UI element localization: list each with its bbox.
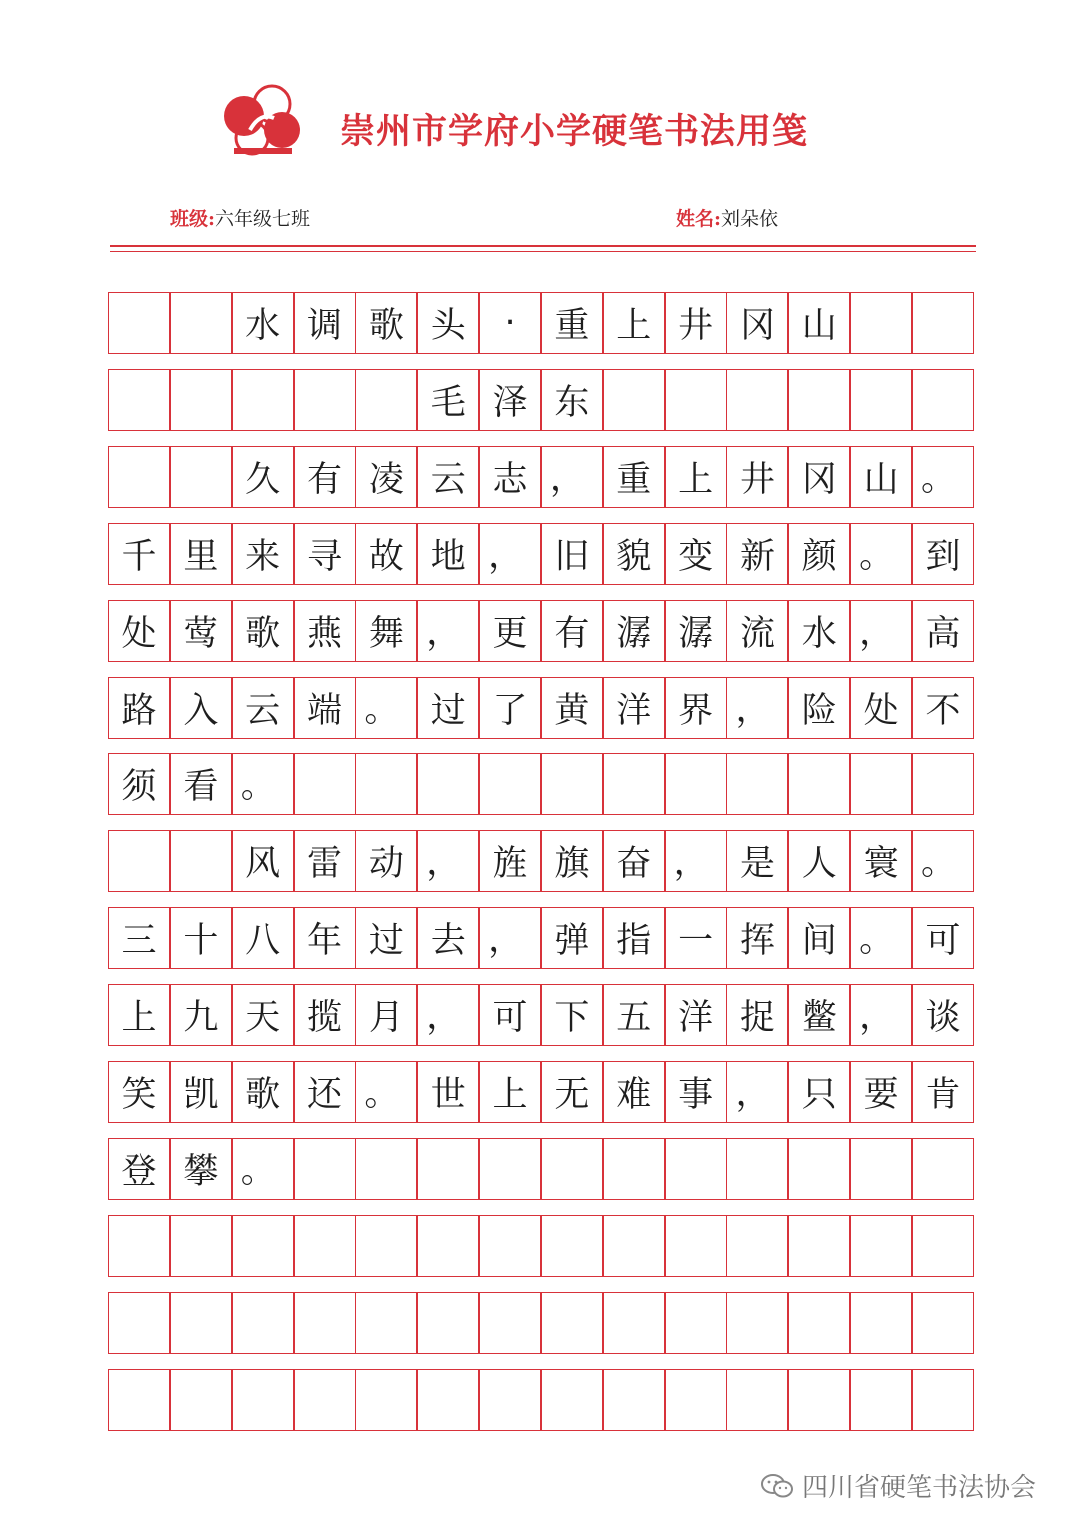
class-info (170, 204, 310, 231)
grid-row (108, 1138, 974, 1200)
grid-cell: 寻 (294, 523, 356, 585)
grid-cell: 故 (355, 523, 417, 585)
grid-cell: ， (541, 446, 603, 508)
grid-cell: 谈 (912, 984, 974, 1046)
grid-row (108, 677, 974, 739)
grid-cell (603, 753, 665, 815)
grid-cell: 变 (665, 523, 727, 585)
grid-cell: 云 (417, 446, 479, 508)
grid-cell (665, 1215, 727, 1277)
grid-cell (788, 1215, 850, 1277)
grid-cell: 登 (108, 1138, 170, 1200)
grid-cell: 世 (417, 1061, 479, 1123)
grid-cell (726, 1215, 788, 1277)
grid-cell: ， (417, 830, 479, 892)
grid-cell: 冈 (788, 446, 850, 508)
grid-cell (355, 753, 417, 815)
grid-cell (355, 369, 417, 431)
grid-cell (912, 1369, 974, 1431)
grid-cell (417, 753, 479, 815)
grid-cell: 揽 (294, 984, 356, 1046)
grid-cell: 。 (850, 907, 912, 969)
page-title: 崇州市学府小学硬笔书法用笺 (340, 111, 809, 152)
grid-cell: 不 (912, 677, 974, 739)
grid-cell: 端 (294, 677, 356, 739)
grid-cell: 弹 (541, 907, 603, 969)
grid-cell (417, 1292, 479, 1354)
grid-cell: 毛 (417, 369, 479, 431)
grid-row (108, 523, 974, 585)
grid-cell: 过 (355, 907, 417, 969)
grid-cell: 一 (665, 907, 727, 969)
header-divider-thin (110, 251, 976, 252)
grid-cell: 处 (108, 600, 170, 662)
grid-cell: 头 (417, 292, 479, 354)
grid-cell: 。 (912, 830, 974, 892)
grid-cell (170, 369, 232, 431)
grid-cell: 奋 (603, 830, 665, 892)
grid-cell: 了 (479, 677, 541, 739)
grid-cell (726, 1138, 788, 1200)
grid-cell: 指 (603, 907, 665, 969)
grid-cell: 肯 (912, 1061, 974, 1123)
grid-cell (479, 1292, 541, 1354)
grid-cell: 上 (479, 1061, 541, 1123)
grid-cell: 调 (294, 292, 356, 354)
grid-cell: 无 (541, 1061, 603, 1123)
grid-cell: 高 (912, 600, 974, 662)
grid-cell: 井 (665, 292, 727, 354)
grid-cell: 难 (603, 1061, 665, 1123)
grid-row (108, 1369, 974, 1431)
grid-cell (912, 753, 974, 815)
grid-cell: 东 (541, 369, 603, 431)
grid-cell: ， (479, 523, 541, 585)
grid-cell (294, 1215, 356, 1277)
grid-cell: 人 (788, 830, 850, 892)
grid-cell (912, 292, 974, 354)
grid-cell: ， (417, 600, 479, 662)
grid-cell: 潺 (665, 600, 727, 662)
grid-cell: 界 (665, 677, 727, 739)
grid-cell (170, 1369, 232, 1431)
grid-row (108, 1061, 974, 1123)
grid-cell (232, 1369, 294, 1431)
grid-cell: 上 (665, 446, 727, 508)
grid-cell (541, 1292, 603, 1354)
grid-row (108, 600, 974, 662)
grid-cell (788, 1138, 850, 1200)
grid-cell: 捉 (726, 984, 788, 1046)
grid-cell (726, 1292, 788, 1354)
grid-cell: 舞 (355, 600, 417, 662)
grid-cell (417, 1369, 479, 1431)
grid-cell (170, 446, 232, 508)
grid-cell (294, 1292, 356, 1354)
grid-cell: 旧 (541, 523, 603, 585)
grid-cell (232, 1215, 294, 1277)
grid-cell (541, 1369, 603, 1431)
grid-cell: 可 (479, 984, 541, 1046)
grid-cell: ， (417, 984, 479, 1046)
grid-cell: 。 (912, 446, 974, 508)
grid-cell: 旗 (541, 830, 603, 892)
grid-cell (294, 369, 356, 431)
grid-cell: ， (726, 677, 788, 739)
grid-cell: 冈 (726, 292, 788, 354)
grid-cell: 水 (232, 292, 294, 354)
grid-cell (355, 1369, 417, 1431)
school-logo-icon (222, 82, 304, 160)
grid-row (108, 984, 974, 1046)
grid-cell (355, 1292, 417, 1354)
grid-cell (108, 1369, 170, 1431)
grid-cell (665, 369, 727, 431)
grid-cell: 云 (232, 677, 294, 739)
grid-cell: 还 (294, 1061, 356, 1123)
grid-cell (108, 1292, 170, 1354)
grid-cell: 。 (355, 677, 417, 739)
grid-cell: 年 (294, 907, 356, 969)
grid-cell: 旌 (479, 830, 541, 892)
grid-cell: 天 (232, 984, 294, 1046)
grid-cell: 攀 (170, 1138, 232, 1200)
class-value: 六年级七班 (215, 208, 311, 230)
grid-cell: 。 (232, 1138, 294, 1200)
grid-cell: 更 (479, 600, 541, 662)
grid-cell (912, 1215, 974, 1277)
grid-cell (232, 369, 294, 431)
grid-cell: 过 (417, 677, 479, 739)
grid-cell (479, 1369, 541, 1431)
grid-cell: 上 (108, 984, 170, 1046)
grid-cell: 事 (665, 1061, 727, 1123)
grid-cell: 洋 (665, 984, 727, 1046)
grid-cell (541, 753, 603, 815)
grid-cell: 黄 (541, 677, 603, 739)
grid-row (108, 369, 974, 431)
grid-cell (726, 369, 788, 431)
grid-cell (665, 1292, 727, 1354)
grid-cell (603, 1215, 665, 1277)
grid-cell (850, 753, 912, 815)
grid-cell (355, 1138, 417, 1200)
grid-row (108, 907, 974, 969)
class-label: 班级: (170, 208, 216, 230)
header-divider (110, 245, 976, 247)
grid-cell (850, 1369, 912, 1431)
grid-cell: 处 (850, 677, 912, 739)
grid-row (108, 1292, 974, 1354)
grid-cell: 挥 (726, 907, 788, 969)
grid-cell (479, 753, 541, 815)
grid-cell (108, 446, 170, 508)
grid-cell: 看 (170, 753, 232, 815)
grid-cell: 。 (850, 523, 912, 585)
grid-cell (665, 753, 727, 815)
grid-cell: 风 (232, 830, 294, 892)
grid-cell (294, 1369, 356, 1431)
grid-cell: 上 (603, 292, 665, 354)
grid-cell: 久 (232, 446, 294, 508)
grid-cell (603, 1292, 665, 1354)
grid-cell: 水 (788, 600, 850, 662)
grid-cell: 歌 (232, 600, 294, 662)
grid-cell (788, 369, 850, 431)
grid-cell: 雷 (294, 830, 356, 892)
grid-cell (788, 753, 850, 815)
grid-cell: 月 (355, 984, 417, 1046)
grid-cell (912, 369, 974, 431)
grid-cell: 来 (232, 523, 294, 585)
grid-cell (850, 369, 912, 431)
grid-cell: ， (665, 830, 727, 892)
grid-cell: 须 (108, 753, 170, 815)
grid-cell (417, 1215, 479, 1277)
grid-cell (170, 292, 232, 354)
grid-cell: 山 (788, 292, 850, 354)
grid-cell: 志 (479, 446, 541, 508)
grid-cell (603, 1369, 665, 1431)
grid-cell: 有 (541, 600, 603, 662)
grid-cell: 千 (108, 523, 170, 585)
grid-cell (665, 1138, 727, 1200)
grid-cell (108, 369, 170, 431)
grid-row (108, 292, 974, 354)
grid-row (108, 753, 974, 815)
grid-cell: 十 (170, 907, 232, 969)
grid-cell (294, 753, 356, 815)
grid-cell (479, 1215, 541, 1277)
grid-cell: 三 (108, 907, 170, 969)
grid-cell: 新 (726, 523, 788, 585)
grid-cell: 。 (355, 1061, 417, 1123)
grid-cell (541, 1215, 603, 1277)
grid-cell: 凌 (355, 446, 417, 508)
grid-cell (726, 753, 788, 815)
grid-row (108, 446, 974, 508)
grid-cell: 动 (355, 830, 417, 892)
grid-cell: 寰 (850, 830, 912, 892)
grid-cell: 流 (726, 600, 788, 662)
grid-cell: 九 (170, 984, 232, 1046)
grid-cell (665, 1369, 727, 1431)
footer-text: 四川省硬笔书法协会 (802, 1473, 1037, 1503)
grid-cell (726, 1369, 788, 1431)
grid-cell: 入 (170, 677, 232, 739)
grid-cell (850, 1292, 912, 1354)
grid-cell: 潺 (603, 600, 665, 662)
grid-cell: 五 (603, 984, 665, 1046)
grid-cell (355, 1215, 417, 1277)
grid-cell: 可 (912, 907, 974, 969)
grid-cell (417, 1138, 479, 1200)
grid-cell (850, 1138, 912, 1200)
grid-cell (603, 1138, 665, 1200)
grid-cell: 有 (294, 446, 356, 508)
grid-cell (788, 1292, 850, 1354)
grid-cell (170, 1292, 232, 1354)
grid-cell (108, 292, 170, 354)
grid-cell (170, 830, 232, 892)
grid-row (108, 830, 974, 892)
grid-cell (232, 1292, 294, 1354)
grid-cell (294, 1138, 356, 1200)
name-label: 姓名: (676, 208, 722, 230)
grid-cell: 莺 (170, 600, 232, 662)
grid-cell: 八 (232, 907, 294, 969)
grid-cell (108, 830, 170, 892)
grid-cell (541, 1138, 603, 1200)
name-info (676, 204, 778, 231)
grid-cell (912, 1138, 974, 1200)
grid-cell: 颜 (788, 523, 850, 585)
grid-cell: 。 (232, 753, 294, 815)
grid-cell: 山 (850, 446, 912, 508)
grid-cell (170, 1215, 232, 1277)
grid-cell: 重 (603, 446, 665, 508)
grid-cell: 去 (417, 907, 479, 969)
grid-cell: 间 (788, 907, 850, 969)
name-value: 刘朵依 (721, 208, 779, 230)
grid-cell: 井 (726, 446, 788, 508)
grid-cell: 洋 (603, 677, 665, 739)
footer-watermark (760, 1467, 1036, 1504)
grid-cell: 歌 (355, 292, 417, 354)
wechat-icon (760, 1472, 794, 1500)
grid-cell: 凯 (170, 1061, 232, 1123)
grid-cell: 路 (108, 677, 170, 739)
grid-cell (850, 1215, 912, 1277)
grid-cell: · (479, 292, 541, 354)
grid-cell: 要 (850, 1061, 912, 1123)
grid-cell: 泽 (479, 369, 541, 431)
grid-cell (108, 1215, 170, 1277)
grid-cell: ， (479, 907, 541, 969)
grid-cell: 歌 (232, 1061, 294, 1123)
grid-cell: 貌 (603, 523, 665, 585)
grid-cell: 鳖 (788, 984, 850, 1046)
grid-cell: 笑 (108, 1061, 170, 1123)
grid-cell (479, 1138, 541, 1200)
grid-cell: 里 (170, 523, 232, 585)
grid-cell (912, 1292, 974, 1354)
grid-cell: 险 (788, 677, 850, 739)
grid-cell: ， (726, 1061, 788, 1123)
grid-cell: 下 (541, 984, 603, 1046)
grid-cell: ， (850, 600, 912, 662)
grid-cell: ， (850, 984, 912, 1046)
grid-cell: 是 (726, 830, 788, 892)
grid-cell: 只 (788, 1061, 850, 1123)
grid-cell (850, 292, 912, 354)
grid-cell (788, 1369, 850, 1431)
grid-cell: 重 (541, 292, 603, 354)
grid-cell: 到 (912, 523, 974, 585)
grid-row (108, 1215, 974, 1277)
grid-cell: 燕 (294, 600, 356, 662)
grid-cell: 地 (417, 523, 479, 585)
grid-cell (603, 369, 665, 431)
